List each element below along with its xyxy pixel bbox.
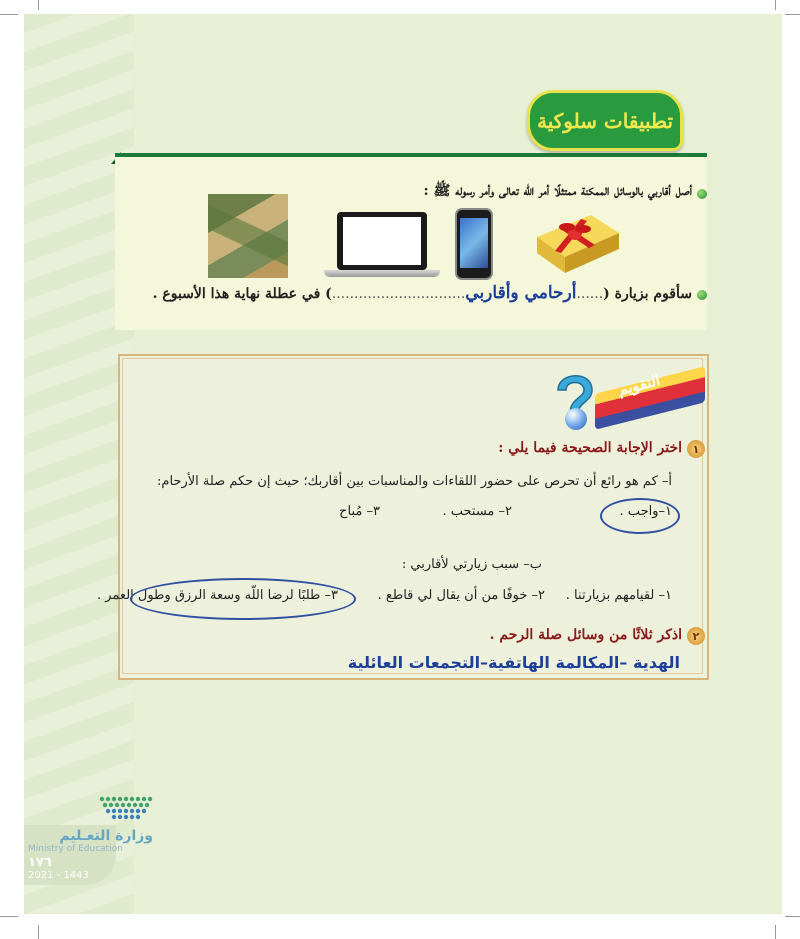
question-2-answer: الهدية –المكالمة الهاتفية–التجمعات العائلية (347, 653, 680, 672)
selected-answer-circle (600, 498, 680, 534)
visit-answer: أرحامي وأقاربي (465, 283, 577, 303)
question-1a-option-1: ١–واجب . (619, 504, 672, 519)
laptop-image (337, 212, 427, 270)
section-title: تطبيقات سلوكية (536, 108, 674, 133)
crop-mark (38, 925, 39, 939)
crop-mark (775, 0, 776, 10)
dotted-blank: ...... (576, 286, 604, 302)
question-1b-option-2: ٢– خوفًا من أن يقال لي قاطع . (377, 588, 545, 603)
question-1b-option-3: ٣– طلبًا لرضا اللّه وسعة الرزق وطول العمر . (96, 588, 338, 603)
ministry-logo-icon (96, 793, 158, 823)
crop-mark (38, 0, 39, 10)
ministry-name-english: Ministry of Education (28, 844, 123, 854)
selected-answer-circle (130, 578, 356, 620)
bullet-icon (697, 189, 707, 199)
page-number: ١٧٦ (28, 855, 52, 870)
crop-mark (785, 14, 800, 15)
question-1a-option-2: ٢– مستحب . (442, 504, 512, 519)
question-2-title: اذكر ثلاثًا من وسائل صلة الرحم . (489, 627, 682, 643)
edition-year: 2021 - 1443 (28, 870, 89, 881)
crop-mark (0, 14, 18, 15)
question-1a-option-3: ٣– مُباح (339, 504, 380, 519)
visit-suffix: ) في عطلة نهاية هذا الأسبوع . (152, 286, 332, 302)
section-title-banner (527, 90, 683, 151)
ministry-of-education-label (28, 830, 153, 882)
money-image (208, 194, 288, 278)
ministry-name-arabic: وزارة التعـليم (59, 828, 153, 844)
question-1a-text: أ– كم هو رائع أن تحرص على حضور اللقاءات والمناسبات بين أقاربك؛ حيث إن حكم صلة الأرحام: (157, 474, 672, 489)
crop-mark (0, 916, 18, 917)
visit-prefix: سأقوم بزيارة ( (603, 286, 692, 302)
crop-mark (785, 916, 800, 917)
crop-mark (775, 925, 776, 939)
orb-icon (565, 408, 587, 430)
question-number-icon: ٢ (687, 627, 705, 645)
question-1b-text: ب– سبب زيارتي لأقاربي : (401, 557, 542, 572)
instruction-text: أصل أقاربي بالوسائل الممكنة ممتثلًا أمر اللّه تعالى وأمر رسوله ﷺ : (423, 183, 692, 199)
question-1b-option-1: ١– لقيامهم بزيارتنا . (565, 588, 672, 603)
question-1-title: اختر الإجابة الصحيحة فيما يلي : (498, 440, 682, 456)
laptop-base (324, 270, 440, 277)
smartphone-image (455, 208, 493, 280)
visit-sentence (153, 283, 692, 303)
dotted-blank: .............................. (331, 286, 466, 302)
evaluation-label: التقويم (616, 371, 662, 400)
gift-box-image (531, 207, 623, 275)
bullet-icon (697, 290, 707, 300)
question-number-icon: ١ (687, 440, 705, 458)
